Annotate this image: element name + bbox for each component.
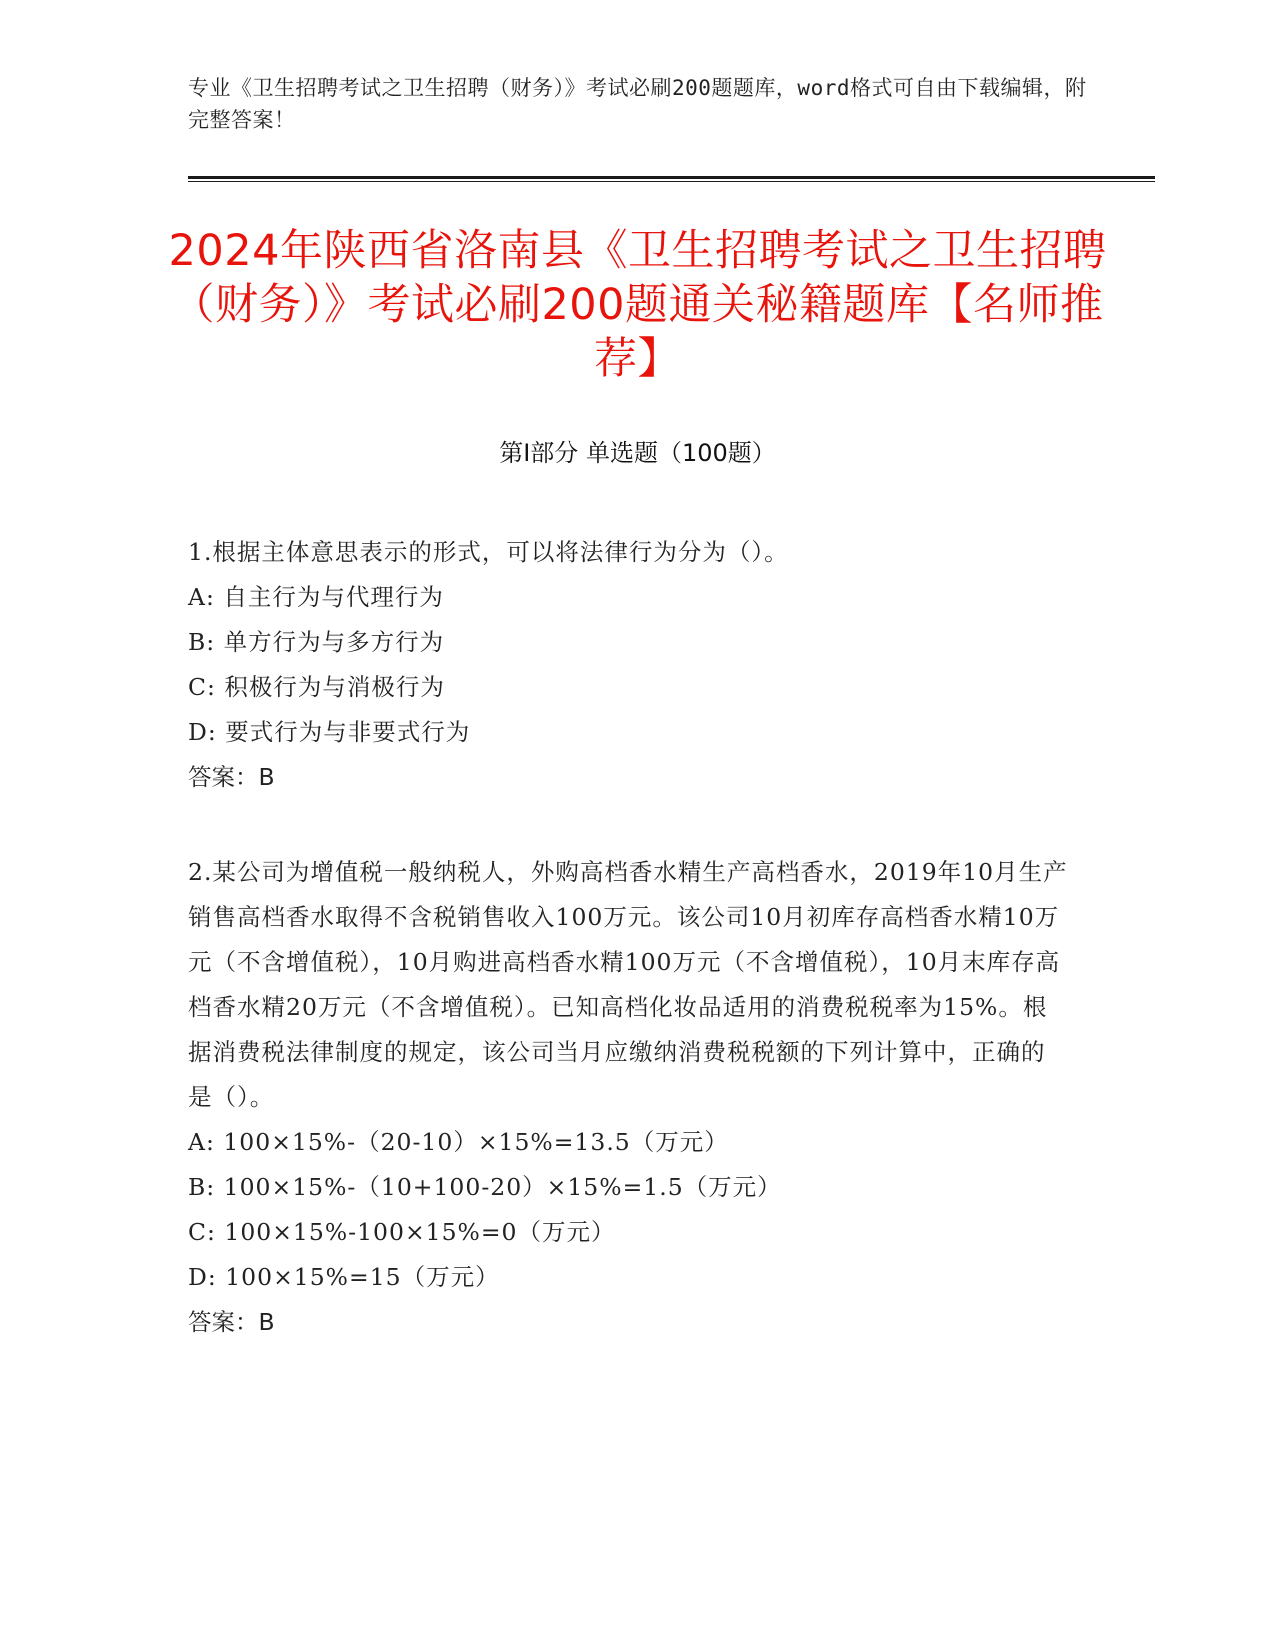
header-note: 专业《卫生招聘考试之卫生招聘（财务）》考试必刷200题题库，word格式可自由下载编辑，附完整答案！ (188, 76, 1087, 132)
option-d: D: 要式行为与非要式行为 (188, 718, 471, 746)
option-a: A: 自主行为与代理行为 (188, 583, 444, 611)
question-stem: 2.某公司为增值税一般纳税人，外购高档香水精生产高档香水，2019年10月生产销售高档香水取得不含税销售收入100万元。该公司10月初库存高档香水精10万元（不含增值税），10月购进高档香水精100万元（不含增值税），10月末库存高档香水精20万元（不含增值税）。已知高档化妆品适用的消费税税率为15%。根据消费税法律制度的规定，该公司当月应缴纳消费税税额的下列计算中，正确的是（）。 (188, 858, 1068, 1111)
option-b: B: 单方行为与多方行为 (188, 628, 445, 656)
option-b: B: 100×15%-（10+100-20）×15%=1.5（万元） (188, 1173, 782, 1201)
answer: 答案：B (188, 1308, 275, 1336)
answer: 答案：B (188, 763, 275, 791)
header-divider (188, 176, 1155, 179)
section-heading: 第I部分 单选题（100题） (499, 439, 776, 467)
header-divider-thin (188, 181, 1155, 182)
question-block (188, 530, 1068, 800)
option-a: A: 100×15%-（20-10）×15%=13.5（万元） (188, 1128, 729, 1156)
option-c: C: 积极行为与消极行为 (188, 673, 445, 701)
question-block (188, 850, 1068, 1345)
question-stem: 1.根据主体意思表示的形式，可以将法律行为分为（）。 (188, 538, 789, 566)
document-title: 2024年陕西省洛南县《卫生招聘考试之卫生招聘（财务）》考试必刷200题通关秘籍题库【名师推荐】 (168, 226, 1107, 384)
option-c: C: 100×15%-100×15%=0（万元） (188, 1218, 616, 1246)
option-d: D: 100×15%=15（万元） (188, 1263, 500, 1291)
